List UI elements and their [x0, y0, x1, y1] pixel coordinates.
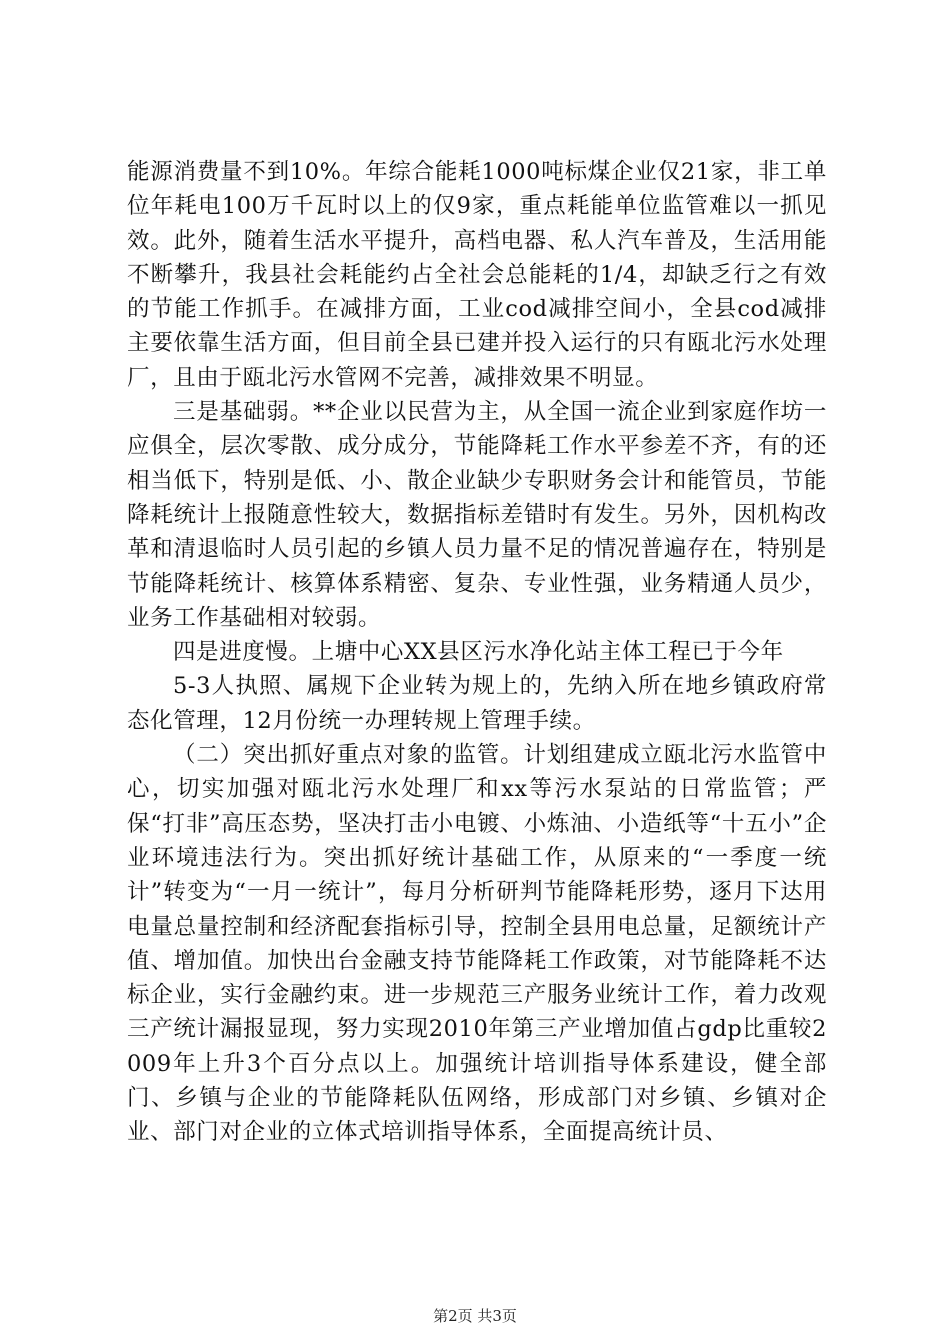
- paragraph-energy-consumption: 能源消费量不到10%。年综合能耗1000吨标煤企业仅21家，非工单位年耗电100万千瓦时以上的仅9家，重点耗能单位监管难以一抓见效。此外，随着生活水平提升，高档电器、私人汽车普及，生活用能不断攀升，我县社会耗能约占全社会总能耗的1/4，却缺乏行之有效的节能工作抓手。在减排方面，工业cod减排空间小，全县cod减排主要依靠生活方面，但目前全县已建并投入运行的只有瓯北污水处理厂，且由于瓯北污水管网不完善，减排效果不明显。: [127, 159, 827, 391]
- page-number-footer: 第2页 共3页: [433, 1307, 517, 1325]
- document-body: [127, 155, 827, 1150]
- paragraph-key-supervision: （二）突出抓好重点对象的监管。计划组建成立瓯北污水监管中心，切实加强对瓯北污水处理厂和xx等污水泵站的日常监管；严保“打非”高压态势，坚决打击小电镀、小炼油、小造纸等“十五小”企业环境违法行为。突出抓好统计基础工作，从原来的“一季度一统计”转变为“一月一统计”，每月分析研判节能降耗形势，逐月下达用电量总量控制和经济配套指标引导，控制全县用电总量，足额统计产值、增加值。加快出台金融支持节能降耗工作政策，对节能降耗不达标企业，实行金融约束。进一步规范三产服务业统计工作，着力改观三产统计漏报显现，努力实现2010年第三产业增加值占gdp比重较2009年上升3个百分点以上。加强统计培训指导体系建设，健全部门、乡镇与企业的节能降耗队伍网络，形成部门对乡镇、乡镇对企业、部门对企业的立体式培训指导体系，全面提高统计员、: [127, 742, 827, 1146]
- paragraph-enterprise-transfer: 5-3人执照、属规下企业转为规上的，先纳入所在地乡镇政府常态化管理，12月份统一办理转规上管理手续。: [127, 673, 827, 734]
- paragraph-slow-progress: 四是进度慢。上塘中心XX县区污水净化站主体工程已于今年: [173, 639, 784, 666]
- paragraph-weak-foundation: 三是基础弱。**企业以民营为主，从全国一流企业到家庭作坊一应俱全，层次零散、成分成分，节能降耗工作水平参差不齐，有的还相当低下，特别是低、小、散企业缺少专职财务会计和能管员，节能降耗统计上报随意性较大，数据指标差错时有发生。另外，因机构改革和清退临时人员引起的乡镇人员力量不足的情况普遍存在，特别是节能降耗统计、核算体系精密、复杂、专业性强，业务精通人员少，业务工作基础相对较弱。: [127, 399, 827, 631]
